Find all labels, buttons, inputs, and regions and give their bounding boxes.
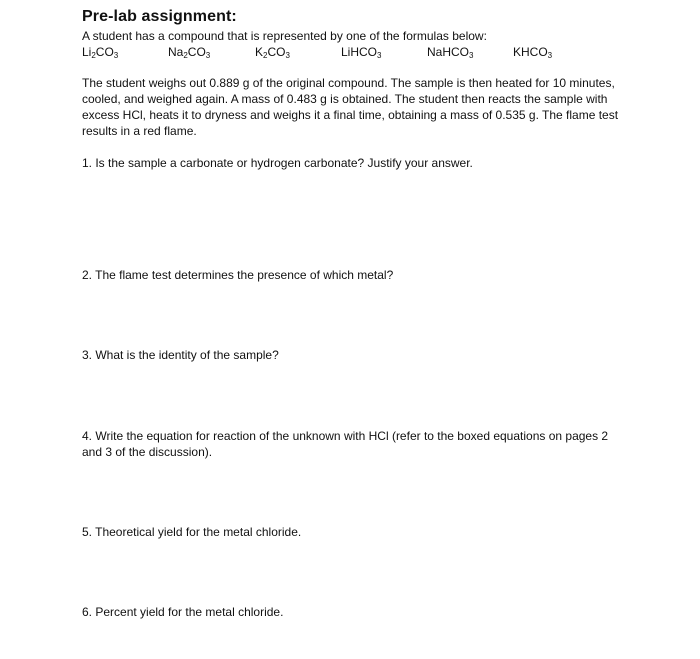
formula-potassium-carbonate: $K_2CO_3$ [255,45,290,60]
question-5: 5. Theoretical yield for the metal chloride. [82,525,302,539]
intro-text: A student has a compound that is represented by one of the formulas below: [82,29,487,43]
formula-potassium-hydrogen-carbonate: $KHCO_3$ [513,45,553,60]
question-6: 6. Percent yield for the metal chloride. [82,605,284,619]
formula-lithium-hydrogen-carbonate: LiHCO$_3$ [341,45,382,60]
formula-sodium-hydrogen-carbonate: NaHCO$_3$ [427,45,474,60]
problem-description: The student weighs out 0.889 g of the original compound. The sample is then heated for 10 minutes, cooled, and weighed again. A mass of 0.483 g is obtained. The student then reacts the sample with excess HCl, heats it to dryness and weighs it a final time, obtaining a mass of 0.535 g. The flame test results in a red flame. [82,76,619,138]
question-2: 2. The flame test determines the presence of which metal? [82,268,394,282]
formula-lithium-carbonate: $Li_2CO_3$ [82,45,119,60]
question-3: 3. What is the identity of the sample? [82,348,279,362]
page-title: Pre-lab assignment: [82,8,237,25]
formula-list [82,45,622,61]
question-1: 1. Is the sample a carbonate or hydrogen carbonate? Justify your answer. [82,156,473,170]
formula-sodium-carbonate: $Na_2CO_3$ [168,45,211,60]
question-4: 4. Write the equation for reaction of the unknown with HCl (refer to the boxed equations on pages 2 and 3 of the discussion). [82,429,609,459]
